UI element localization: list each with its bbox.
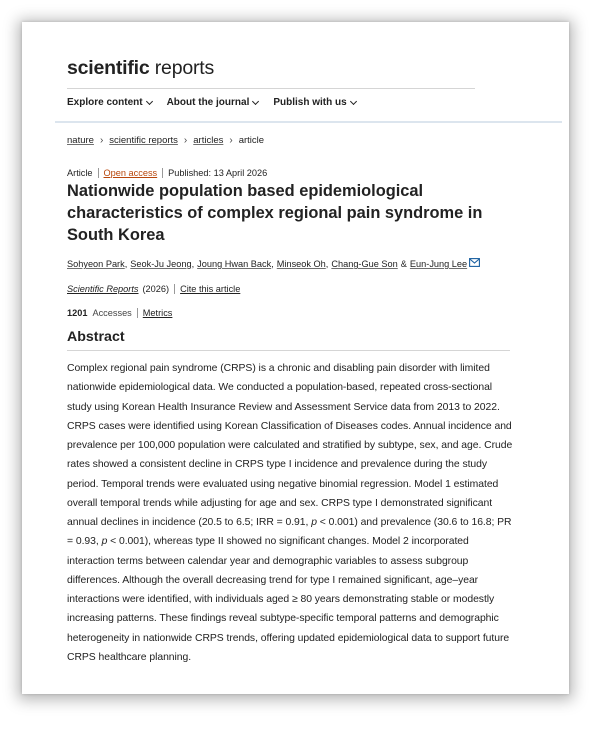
published-date: Published: 13 April 2026: [162, 168, 272, 178]
accesses-label: Accesses: [92, 308, 132, 318]
author-link[interactable]: Minseok Oh: [276, 259, 326, 269]
open-access-link[interactable]: Open access: [98, 168, 163, 178]
chevron-down-icon: [252, 97, 259, 104]
author-list: Sohyeon Park , Seok-Ju Jeong , Joung Hwan Back , Minseok Oh , Chang-Gue Son & Eun-Jung Lee: [67, 259, 527, 269]
nav-publish-with-us[interactable]: [273, 97, 355, 108]
nav-about-journal-label: About the journal: [166, 97, 250, 108]
breadcrumb-articles[interactable]: articles: [193, 135, 224, 146]
logo-text-light: reports: [149, 57, 215, 79]
site-logo[interactable]: [67, 57, 214, 80]
accesses-count: 1201: [67, 308, 88, 318]
journal-link[interactable]: Scientific Reports: [67, 284, 139, 294]
nav-about-journal[interactable]: [167, 97, 259, 108]
chevron-down-icon: [350, 97, 357, 104]
breadcrumb-separator: ›: [229, 135, 233, 146]
abstract-heading: Abstract: [67, 329, 125, 345]
header-divider: [55, 121, 562, 123]
author-link[interactable]: Chang-Gue Son: [331, 259, 398, 269]
metrics-line: [67, 308, 172, 318]
metrics-link[interactable]: Metrics: [137, 308, 173, 318]
breadcrumb-separator: ›: [99, 135, 104, 146]
article-meta: [67, 168, 272, 178]
nav-explore-content-label: Explore content: [67, 97, 143, 108]
breadcrumb-separator: ›: [183, 135, 188, 146]
abstract-divider: [67, 350, 510, 351]
chevron-down-icon: [146, 97, 153, 104]
breadcrumb-nature[interactable]: nature: [67, 135, 94, 146]
nav-divider: [67, 88, 475, 89]
publication-year: (2026): [142, 284, 170, 294]
main-nav: [67, 97, 356, 108]
article-title: Nationwide population based epidemiological characteristics of complex regional pain syndrome in South Korea: [67, 182, 483, 244]
author-joiner: &: [400, 259, 407, 269]
nav-explore-content[interactable]: [67, 97, 152, 108]
breadcrumb: [67, 135, 264, 146]
mail-icon[interactable]: [469, 258, 480, 267]
page-card: [22, 22, 569, 694]
article-type: Article: [67, 168, 93, 178]
author-link[interactable]: Sohyeon Park: [67, 259, 125, 269]
author-link[interactable]: Joung Hwan Back: [197, 259, 272, 269]
breadcrumb-current: article: [238, 135, 265, 146]
logo-text-bold: scientific: [67, 57, 150, 79]
cite-article-link[interactable]: Cite this article: [174, 284, 240, 294]
author-link[interactable]: Eun-Jung Lee: [409, 259, 468, 269]
citation-line: [67, 284, 240, 294]
nav-publish-with-us-label: Publish with us: [273, 97, 347, 108]
breadcrumb-scientific-reports[interactable]: scientific reports: [109, 135, 178, 146]
author-link[interactable]: Seok-Ju Jeong: [130, 259, 192, 269]
abstract-text: Complex regional pain syndrome (CRPS) is a chronic and disabling pain disorder with limited nationwide epidemiological data. We conducted a population-based, repeated cross-sectional study using Korean Health Insurance Review and Assessment Service data from 2013 to 2022. CRPS cases were identified using Korean Classification of Diseases codes. Annual incidence and prevalence per 100,000 population were calculated and stratified by subtype, sex, and age. Crude rates showed a consistent decline in CRPS type I incidence and prevalence during the study period. Temporal trends were evaluated using negative binomial regression. Model 1 estimated overall temporal trends while adjusting for age and sex. CRPS type I demonstrated significant annual declines in incidence (20.5 to 6.5; IRR = 0.91, p < 0.001) and prevalence (30.6 to 16.8; PR = 0.93, p < 0.001), whereas type II showed no significant changes. Model 2 incorporated interaction terms between calendar year and demographic variables to assess subgroup differences. Although the overall decreasing trend for type I remained significant, age–year interactions were identified, with individuals aged ≥ 80 years demonstrating stable or modestly increasing patterns. These findings reveal subtype-specific temporal patterns and demographic heterogeneity in nationwide CRPS trends, offering updated epidemiological data to support future CRPS healthcare planning.: [67, 363, 513, 663]
